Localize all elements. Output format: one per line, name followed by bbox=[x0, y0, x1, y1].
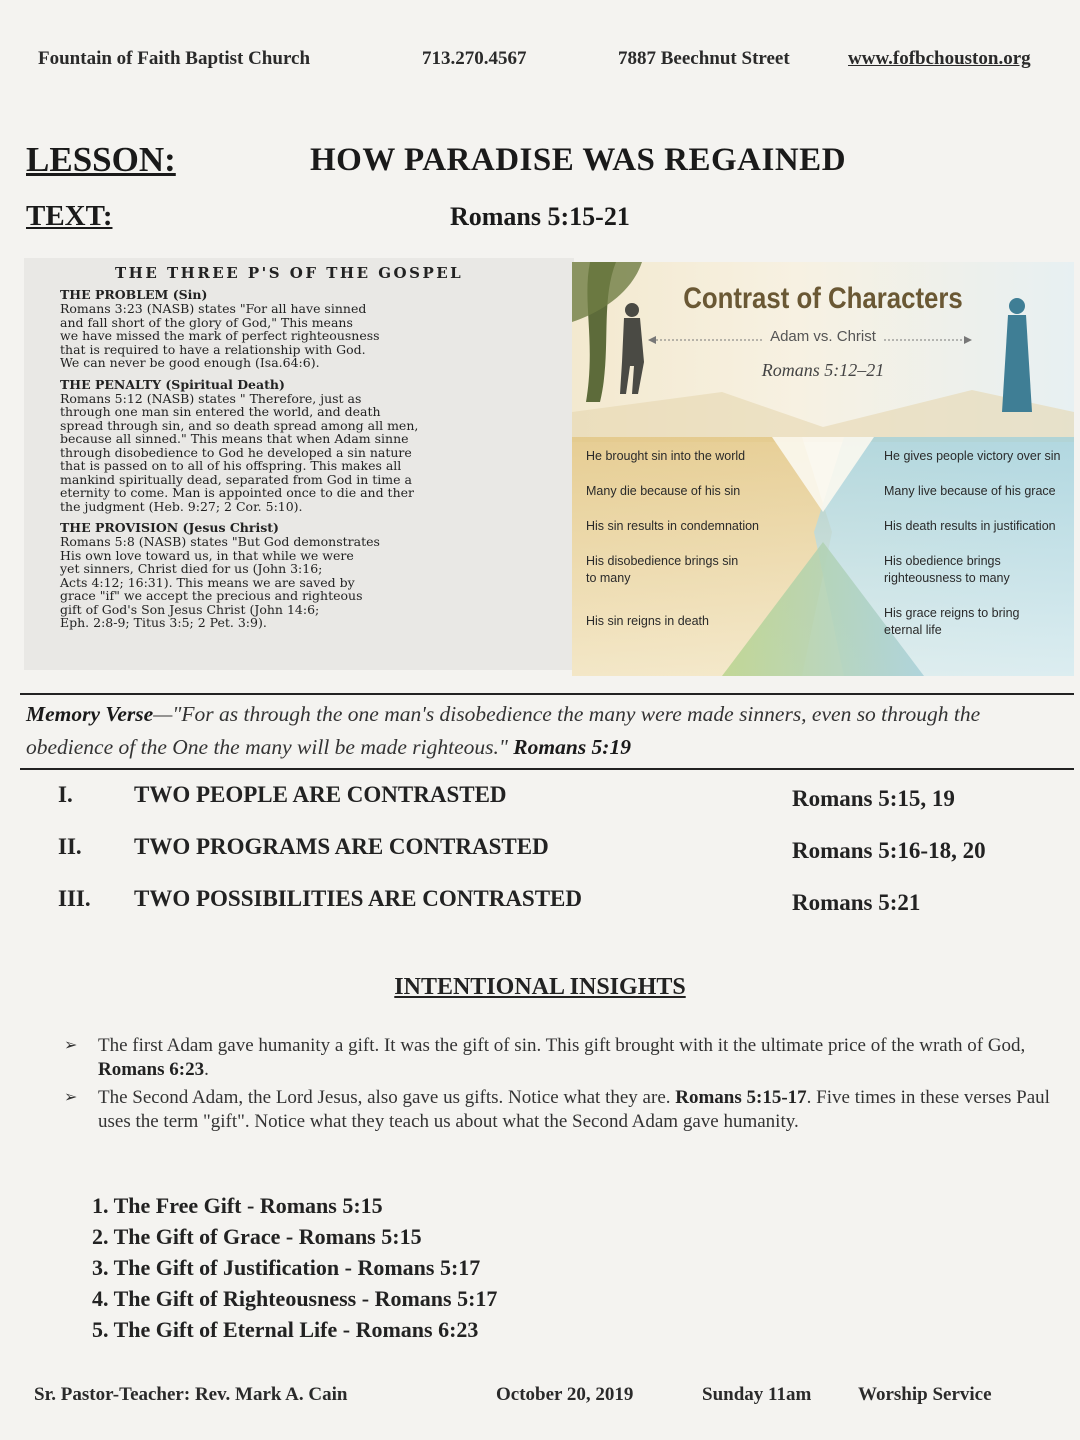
insight-bullet: ➢ The first Adam gave humanity a gift. It was the gift of sin. This gift brought with it the ultimate price of the wrath of God, Romans 6:23. bbox=[64, 1035, 1026, 1080]
insight-text: The Second Adam, the Lord Jesus, also gave us gifts. Notice what they are. bbox=[98, 1087, 676, 1108]
lesson-row bbox=[26, 140, 1040, 190]
section-line: through disobedience to God he developed a sin nature bbox=[60, 444, 412, 460]
outline-reference: Romans 5:15, 19 bbox=[792, 786, 955, 811]
service-name: Worship Service bbox=[858, 1384, 992, 1405]
gift-number: 3. bbox=[92, 1255, 109, 1280]
service-time: Sunday 11am bbox=[702, 1384, 812, 1405]
penalty-section bbox=[60, 378, 568, 514]
header bbox=[38, 48, 1068, 78]
section-line: gift of God's Son Jesus Christ (John 14:6; bbox=[60, 601, 320, 617]
outline-reference: Romans 5:21 bbox=[792, 890, 921, 915]
text-label: TEXT: bbox=[26, 200, 113, 232]
section-heading: THE PROVISION (Jesus Christ) bbox=[60, 520, 279, 535]
section-line: Eph. 2:8-9; Titus 3:5; 2 Pet. 3:9). bbox=[60, 615, 267, 630]
contrast-graphic bbox=[572, 262, 1074, 676]
christ-item: His obedience brings righteousness to many bbox=[884, 554, 1010, 585]
gift-item: 5. The Gift of Eternal Life - Romans 6:23 bbox=[92, 1317, 479, 1342]
section-line: eternity to come. Man is appointed once to die and ther bbox=[60, 485, 414, 500]
section-line: Romans 3:23 (NASB) states "For all have sinned bbox=[60, 301, 367, 316]
outline-row bbox=[58, 886, 1058, 938]
section-line: Acts 4:12; 16:31). This means we are saved by bbox=[60, 574, 355, 590]
church-address: 7887 Beechnut Street bbox=[618, 48, 790, 69]
lesson-label: LESSON: bbox=[26, 140, 176, 179]
adam-item: His sin reigns in death bbox=[586, 614, 709, 628]
outline-text: TWO PROGRAMS ARE CONTRASTED bbox=[134, 834, 549, 859]
gift-reference: Romans 5:15 bbox=[298, 1224, 422, 1249]
gift-reference: Romans 5:17 bbox=[374, 1286, 498, 1311]
gifts-list bbox=[92, 1190, 992, 1345]
gift-reference: Romans 6:23 bbox=[355, 1317, 479, 1342]
arrow-bullet-icon: ➢ bbox=[64, 1089, 78, 1106]
adam-item: Many die because of his sin bbox=[586, 484, 741, 498]
gift-item: 1. The Free Gift - Romans 5:15 bbox=[92, 1193, 383, 1218]
adam-item: He brought sin into the world bbox=[586, 449, 746, 463]
gift-item: 2. The Gift of Grace - Romans 5:15 bbox=[92, 1224, 422, 1249]
section-line: that is passed on to all of his offspring. This makes all bbox=[60, 458, 402, 473]
christ-item: He gives people victory over sin bbox=[884, 449, 1061, 463]
section-line: mankind spiritually dead, separated from God in time a bbox=[60, 471, 412, 487]
gift-name: The Gift of Eternal Life bbox=[113, 1317, 338, 1342]
outline-row bbox=[58, 834, 1058, 886]
christ-item: Many live because of his grace bbox=[884, 484, 1056, 498]
section-line: yet sinners, Christ died for us (John 3:16; bbox=[60, 561, 323, 576]
insights-bullets bbox=[64, 1034, 1054, 1138]
section-line: His own love toward us, in that while we were bbox=[60, 547, 354, 563]
contrast-subtitle: Adam vs. Christ bbox=[770, 328, 876, 345]
insight-reference: Romans 5:15-17 bbox=[675, 1087, 807, 1108]
christ-column bbox=[884, 262, 1074, 676]
gift-name: The Gift of Grace bbox=[113, 1224, 281, 1249]
memory-verse bbox=[26, 698, 1040, 764]
outline-number: III. bbox=[58, 886, 91, 911]
divider-bottom bbox=[20, 768, 1074, 770]
outline-row bbox=[58, 782, 1058, 834]
christ-item: His grace reigns to bring eternal life bbox=[884, 606, 1020, 637]
insight-text: . Five times in these verses Paul uses the term "gift". Notice what they teach us about what the Second Adam gave humanity. bbox=[98, 1087, 1050, 1132]
gift-name: The Free Gift bbox=[113, 1193, 242, 1218]
text-reference: Romans 5:15-21 bbox=[450, 202, 630, 231]
provision-section bbox=[60, 521, 568, 630]
outline-number: II. bbox=[58, 834, 82, 859]
section-line: we have missed the mark of perfect righteousness bbox=[60, 328, 380, 343]
section-line: Romans 5:8 (NASB) states "But God demonstrates bbox=[60, 534, 380, 549]
lesson-outline bbox=[58, 782, 1058, 938]
lesson-title: HOW PARADISE WAS REGAINED bbox=[310, 142, 847, 178]
three-ps-title: THE THREE P'S OF THE GOSPEL bbox=[115, 264, 464, 282]
insight-text: The first Adam gave humanity a gift. It was the gift of sin. This gift brought with it the ultimate price of the wrath of God, bbox=[98, 1035, 1026, 1056]
church-name: Fountain of Faith Baptist Church bbox=[38, 48, 311, 69]
section-heading: THE PENALTY (Spiritual Death) bbox=[60, 376, 285, 392]
section-line: that is required to have a relationship with God. bbox=[60, 341, 366, 357]
contrast-reference: Romans 5:12–21 bbox=[761, 360, 885, 380]
gift-number: 1. bbox=[92, 1193, 109, 1218]
gift-number: 2. bbox=[92, 1224, 109, 1249]
gift-reference: Romans 5:15 bbox=[259, 1193, 383, 1218]
gift-reference: Romans 5:17 bbox=[357, 1255, 481, 1280]
memory-verse-text: —"For as through the one man's disobedience the many were made sinners, even so through the obedience of the One the many will be made righteous." bbox=[26, 702, 981, 759]
footer bbox=[34, 1384, 1060, 1414]
adam-item: His sin results in condemnation bbox=[586, 519, 759, 533]
insight-bullet bbox=[64, 1086, 1054, 1134]
section-heading: THE PROBLEM (Sin) bbox=[60, 287, 208, 302]
gift-name: The Gift of Justification bbox=[113, 1255, 340, 1280]
section-line: grace "if" we accept the precious and righteous bbox=[60, 588, 363, 603]
outline-number: I. bbox=[58, 782, 73, 807]
gift-number: 5. bbox=[92, 1317, 109, 1342]
gift-number: 4. bbox=[92, 1286, 109, 1311]
section-line: spread through sin, and so death spread among all men, bbox=[60, 417, 419, 433]
service-date: October 20, 2019 bbox=[496, 1384, 634, 1405]
arrow-bullet-icon: ➢ bbox=[64, 1037, 78, 1054]
church-website[interactable]: www.fofbchouston.org bbox=[848, 48, 1031, 69]
section-line: through one man sin entered the world, and death bbox=[60, 404, 381, 419]
contrast-title: Contrast of Characters bbox=[683, 282, 963, 315]
insight-reference: Romans 6:23 bbox=[98, 1059, 205, 1080]
gift-item: 4. The Gift of Righteousness - Romans 5:17 bbox=[92, 1286, 498, 1311]
section-line: We can never be good enough (Isa.64:6). bbox=[60, 355, 320, 370]
memory-verse-reference: Romans 5:19 bbox=[513, 735, 631, 759]
outline-text: TWO PEOPLE ARE CONTRASTED bbox=[134, 782, 507, 807]
church-phone: 713.270.4567 bbox=[422, 48, 527, 69]
adam-column bbox=[586, 262, 776, 676]
section-line: the judgment (Heb. 9:27; 2 Cor. 5:10). bbox=[60, 498, 303, 514]
gift-name: The Gift of Righteousness bbox=[113, 1286, 357, 1311]
outline-reference: Romans 5:16-18, 20 bbox=[792, 838, 986, 863]
outline-text: TWO POSSIBILITIES ARE CONTRASTED bbox=[134, 886, 583, 911]
section-line: because all sinned." This means that when Adam sinne bbox=[60, 431, 409, 446]
problem-section bbox=[60, 288, 568, 370]
three-ps-box bbox=[24, 258, 574, 670]
memory-verse-label: Memory Verse bbox=[26, 702, 154, 726]
divider-top bbox=[20, 693, 1074, 695]
section-line: and fall short of the glory of God," This means bbox=[60, 314, 353, 330]
insights-title: INTENTIONAL INSIGHTS bbox=[394, 974, 686, 1000]
section-line: Romans 5:12 (NASB) states " Therefore, just as bbox=[60, 390, 362, 406]
pastor-name: Sr. Pastor-Teacher: Rev. Mark A. Cain bbox=[34, 1384, 348, 1405]
text-row bbox=[26, 200, 1040, 240]
gift-item: 3. The Gift of Justification - Romans 5:17 bbox=[92, 1255, 481, 1280]
christ-item: His death results in justification bbox=[884, 519, 1056, 533]
adam-item: His disobedience brings sin to many bbox=[586, 554, 739, 585]
